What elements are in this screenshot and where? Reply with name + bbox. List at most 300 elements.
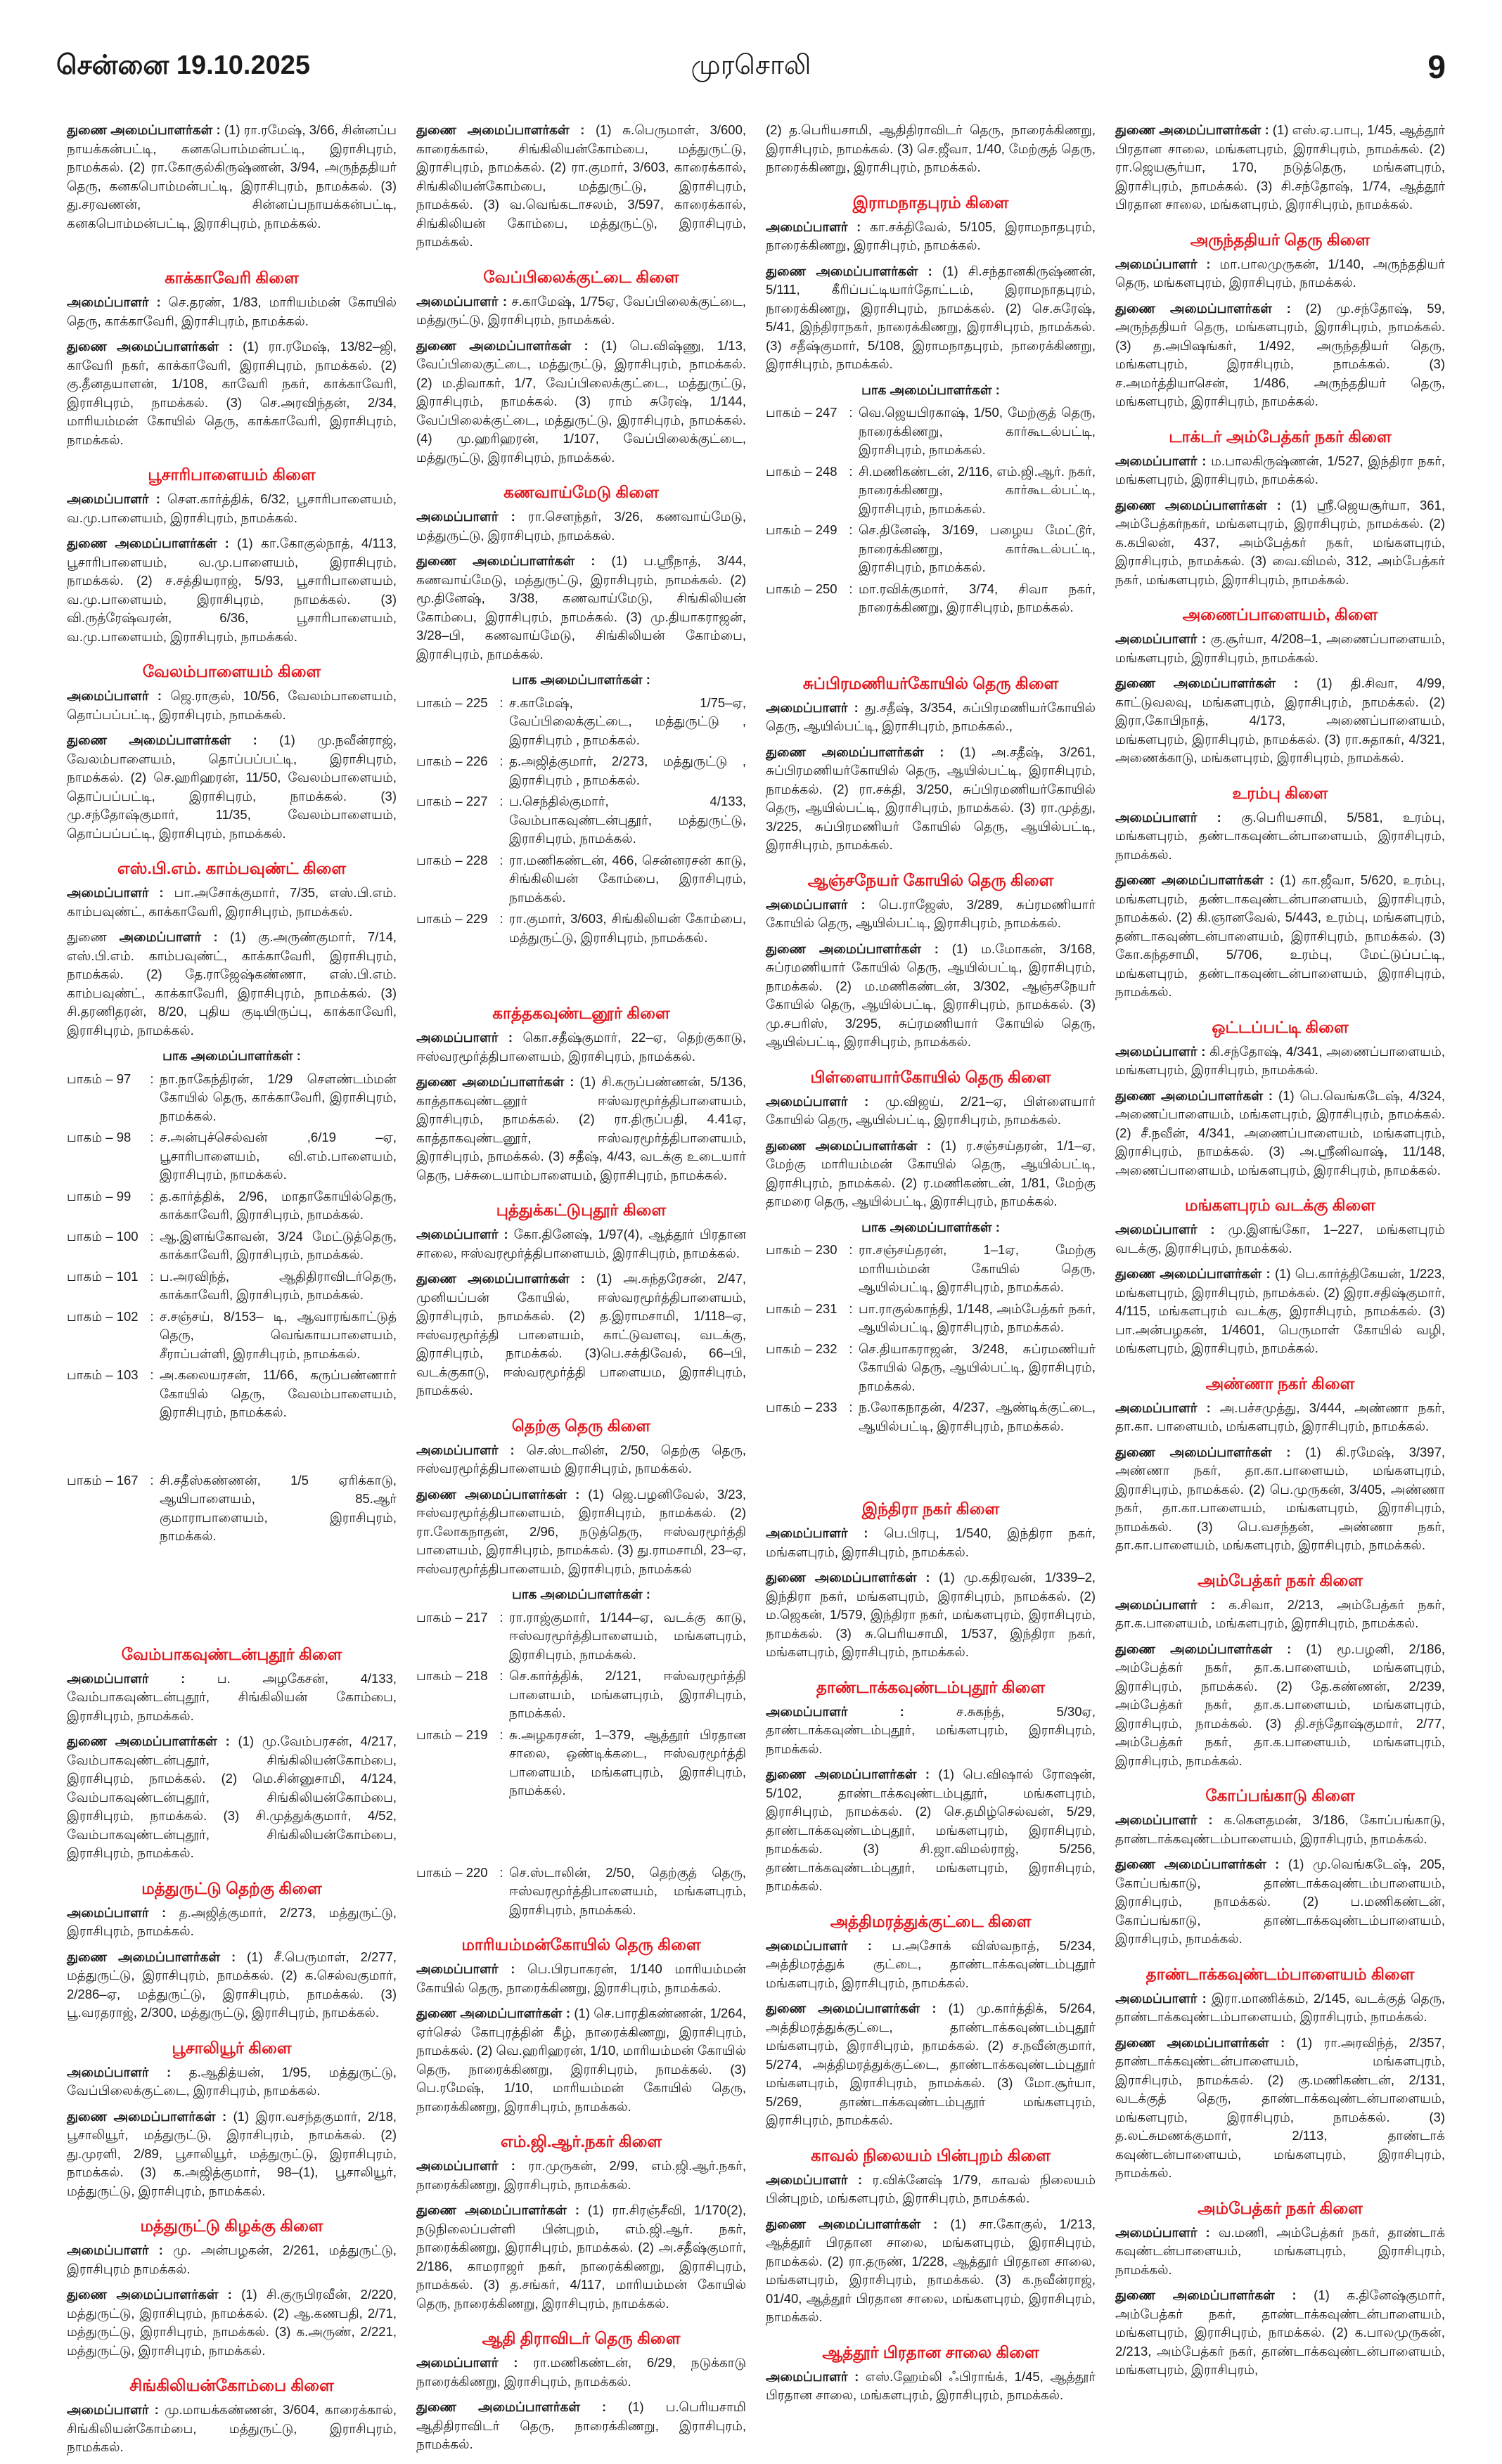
entry-text: த.அஜித்குமார், 2/273, மத்துருட்டு, இராசிபுரம், நாமக்கல். [67,1904,397,1938]
part-organiser-details: அ.கலையரசன், 11/66, கருப்பண்ணார் கோயில் தெரு, வேலம்பாளையம், இராசிபுரம், நாமக்கல். [160,1367,397,1419]
part-number-value: 249 [815,522,837,537]
separator: : [499,794,503,808]
organiser-entry [416,1225,746,1263]
organiser-label: அமைப்பாளர் : [1115,1043,1206,1059]
city-date: சென்னை 19.10.2025 [56,51,311,80]
entry-text: ம.பாலகிருஷ்ணன், 1/527, இந்திரா நகர், மங்களபுரம், இராசிபுரம், நாமக்கல். [1115,453,1446,486]
deputy-organisers-label: துணை அமைப்பாளர்கள் : [67,1734,230,1748]
deputy-label: அமைப்பாளர் : [119,929,218,944]
branch-heading: காக்காவேரி கிளை [165,269,299,287]
part-label: பாகம் – [416,1609,463,1625]
entry-text: (1) சி.குருபிரவீன், 2/220, மத்துருட்டு, இராசிபுரம், நாமக்கல். (2) ஆ.கணபதி, 2/71, மத்துருட்டு, இராசிபுரம், நாமக்கல். (3) க.அருண், 2/221, மத்துருட்டு, இராசிபுரம், நாமக்கல். [67,2287,397,2358]
part-number-value: 226 [466,754,488,768]
branch-heading: அம்பேத்கர் நகர் கிளை [1198,1570,1363,1589]
entry-text: சௌ.கார்த்திக், 6/32, பூசாரிபாளையம், வ.மு.பாளையம், இராசிபுரம், நாமக்கல். [67,491,397,525]
part-number [416,1726,494,1800]
deputy-organisers-entry [1115,1265,1445,1358]
part-number [766,580,843,617]
deputy-organisers-entry [1115,1087,1445,1180]
organiser-entry [416,2354,746,2391]
masthead [56,51,1446,93]
entry-text: (2) த.பெரியசாமி, ஆதிதிராவிடர் தெரு, நாரைக்கிணறு, இராசிபுரம், நாமக்கல். (3) செ.ஜீவா, 1/40, மேற்குத் தெரு, நாரைக்கிணறு, இராசிபுரம், நாமக்கல். [766,122,1096,174]
branch-heading: வேலம்பாளையம் கிளை [142,662,321,680]
branch-heading: வேப்பிலைக்குட்டை கிளை [483,267,679,286]
part-number [67,1366,144,1422]
organiser-entry [1115,1043,1445,1080]
separator: : [499,695,503,710]
branch-heading: ஆஞ்சநேயர் கோயில் தெரு கிளை [807,870,1054,889]
entry-text: அ.பச்சமுத்து, 3/444, அண்ணா நகர், தா.கா. பாளையம், மங்களபுரம், இராசிபுரம், நாமக்கல். [1115,1400,1446,1433]
organiser-entry [416,1028,746,1066]
organiser-entry [1115,1989,1445,2027]
column-1 [67,121,397,2464]
part-number [67,1187,144,1225]
column-3 [766,121,1096,2464]
organiser-label: அமைப்பாளர் : [1115,256,1211,271]
part-number-value: 217 [466,1609,488,1625]
deputy-organisers-entry [1115,121,1445,214]
entry-text: ரா.மணிகண்டன், 6/29, நடுக்காடு நாரைக்கிணறு, இராசிபுரம், நாமக்கல். [416,2355,746,2389]
part-label: பாகம் – [67,1071,113,1086]
part-organiser-details: ஆ.இளங்கோவன், 3/24 மேட்டுத்தெரு, காக்காவேரி, இராசிபுரம், நாமக்கல். [160,1228,397,1262]
part-number [766,1398,843,1436]
entry-text: (1) பெ.கார்த்திகேயன், 1/223, மங்களபுரம், இராசிபுரம், நாமக்கல். (2) இரா.சதிஷ்குமார், 4/115, மங்களபுரம் வடக்கு, இராசிபுரம், நாமக்கல். (3) பா.அன்பழகன், 1/4601, பெருமாள் கோயில் வழி, மங்களபுரம், இராசிபுரம், நாமக்கல். [1115,1266,1445,1355]
deputy-organisers-entry [67,1732,397,1863]
entry-text: ரா.முருகன், 2/99, எம்.ஜி.ஆர்.நகர், நாரைக்கிணறு, இராசிபுரம், நாமக்கல். [416,2158,747,2192]
deputy-organisers-label: துணை அமைப்பாளர்கள் : [1115,2034,1285,2050]
organiser-entry [67,1670,397,1726]
branch-heading: பூசாலியூர் கிளை [172,2038,292,2057]
organiser-entry [416,292,746,330]
deputy-organisers-label: துணை அமைப்பாளர்கள் : [1115,1266,1271,1281]
separator: : [849,1242,853,1257]
part-number-value: 101 [116,1268,139,1284]
entry-text: பெ.பிரபாகரன், 1/140 மாரியம்மன் கோயில் தெரு, நாரைக்கிணறு, இராசிபுரம், நாமக்கல். [416,1961,746,1995]
separator: : [849,1400,853,1414]
entry-text: (1) அ.சுந்தரேசன், 2/47, முனியப்பன் கோயில், ஈஸ்வரமூர்த்திபாளையம், இராசிபுரம், நாமக்கல். (2) த.இராமசாமி, 1/118–ஏ, ஈஸ்வரமூர்த்தி பாளையம், காட்டுவளவு, வடக்கு, இராசிபுரம், நாமக்கல். (3)பெ.சக்திவேல், 66–பி, வடக்குகாடு, ஈஸ்வரமூர்த்தி பாளையம, இராசிபுரம், நாமக்கல். [416,1271,746,1398]
separator: : [150,1071,154,1086]
branch-heading: தாண்டாக்கவுண்டம்பாளையம் கிளை [1145,1964,1415,1983]
branch-heading: டாக்டர் அம்பேத்கர் நகர் கிளை [1169,427,1392,446]
part-number-value: 220 [466,1864,488,1880]
part-organiser-row [67,1128,397,1185]
organiser-entry [1115,255,1445,292]
part-label: பாகம் – [766,1400,812,1414]
part-organiser-row [67,1070,397,1126]
entry-text: மு.இளங்கோ, 1–227, மங்களபுரம் வடக்கு, இராசிபுரம், நாமக்கல். [1115,1222,1445,1256]
separator: : [150,1472,154,1488]
entry-text: (1) அ.சதீஷ், 3/261, சுப்பிரமணியர்கோயில் தெரு, ஆயில்பட்டி, இராசிபுரம், நாமக்கல். (2) ரா.சக்தி, 3/250, சுப்பிரமணியர்கோயில் தெரு, ஆயில்பட்டி, இராசிபுரம், நாமக்கல். (3) ரா.முத்து, 3/225, சுப்பிரமணியர் கோயில் தெரு, ஆயில்பட்டி, இராசிபுரம், நாமக்கல். [766,744,1096,852]
part-label: பாகம் – [416,794,463,808]
part-number [67,1268,144,1305]
part-organiser-details: சி.மணிகண்டன், 2/116, எம்.ஜி.ஆர். நகர், நாரைக்கிணறு, கார்கூடல்பட்டி, இராசிபுரம், நாமக்கல். [859,463,1096,516]
column-4 [1115,121,1445,2464]
part-number [67,1070,144,1126]
deputy-organisers-label: துணை அமைப்பாளர்கள் : [416,1074,575,1089]
part-number-value: 98 [116,1130,131,1144]
entry-text: இரா.மாணிக்கம், 2/145, வடக்குத் தெரு, தாண்டாக்கவுண்டம்பாளையம், இராசிபுரம், நாமக்கல். [1115,1990,1445,2024]
part-organiser-row [416,851,746,908]
separator: : [150,1228,154,1244]
part-organiser-details: த.அஜித்குமார், 2/273, மத்துருட்டு , இராசிபுரம் , நாமக்கல். [509,754,746,787]
deputy-organisers-entry [416,2004,746,2116]
organiser-label: அமைப்பாளர் : [766,2172,863,2187]
deputy-organisers-entry [766,1999,1096,2130]
part-organiser-details: செ.தினேஷ், 3/169, பழைய மேட்டூர், நாரைக்கிணறு, கார்கூடல்பட்டி, இராசிபுரம், நாமக்கல். [859,522,1096,574]
entry-text: ஜெ.ராகுல், 10/56, வேலம்பாளையம், தொப்பப்பட்டி, இராசிபுரம், நாமக்கல். [67,688,397,722]
deputy-organisers-label: துணை அமைப்பாளர்கள் : [416,1271,585,1286]
deputy-organisers-label: துணை அமைப்பாளர்கள் : [416,553,596,568]
part-organiser-details: ச.காமேஷ், 1/75–ஏ, வேப்பிலைக்குட்டை, மத்துருட்டு , இராசிபுரம் , நாமக்கல். [509,695,746,747]
part-organiser-details: த.கார்த்திக், 2/96, மாதாகோயில்தெரு, காக்காவேரி, இராசிபுரம், நாமக்கல். [160,1188,397,1222]
entry-text: (2) மு.சந்தோஷ், 59, அருந்ததியர் தெரு, மங்களபுரம், இராசிபுரம், நாமக்கல். (3) த.அபிஷங்கர், 1/492, அருந்ததியர் தெரு, மங்களபுரம், இராசிபுரம், நாமக்கல். (3) ச.அமர்த்தியாசென், 1/486, அருந்ததியர் தெரு, மங்களபுரம், இராசிபுரம், நாமக்கல். [1115,300,1445,408]
organiser-label: அமைப்பாளர் : [766,1703,904,1719]
deputy-organisers-label: துணை அமைப்பாளர்கள் : [1115,497,1281,512]
entry-text: (1) ஜெ.பழனிவேல், 3/23, ஈஸ்வரமூர்த்திபாளையம், இராசிபுரம், நாமக்கல். (2) ரா.லோகநாதன், 2/96, நடுத்தெரு, ஈஸ்வரமூர்த்தி பாளையம், இராசிபுரம், நாமக்கல். (3) து.ராமசாமி, 23–ஏ, ஈஸ்வரமூர்த்திபாளையம், இராசிபுரம், நாமக்கல் [416,1486,747,1576]
deputy-organisers-label: துணை அமைப்பாளர்கள் : [766,2001,937,2015]
entry-text: செ.ஸ்டாலின், 2/50, தெற்கு தெரு, ஈஸ்வரமூர்த்திபாளையம் இராசிபுரம், நாமக்கல். [416,1442,747,1476]
organiser-entry [766,2171,1096,2208]
deputy-organisers-label: துணை அமைப்பாளர்கள் : [416,2202,580,2217]
part-organiser-details: ந.லோகநாதன், 4/237, ஆண்டிக்குட்டை, ஆயில்பட்டி, இராசிபுரம், நாமக்கல். [859,1400,1096,1433]
separator: : [499,754,503,768]
part-organisers-heading: பாக அமைப்பாளர்கள் : [861,382,1000,397]
deputy-organisers-label: துணை அமைப்பாளர்கள் : [766,744,944,759]
part-number-value: 230 [815,1242,837,1257]
entry-text: (1) ர.சஞ்சய்தரன், 1/1–ஏ, மேற்கு மாரியம்மன் கோயில் தெரு, ஆயில்பட்டி, இராசிபுரம், நாமக்கல். (2) ர.மணிகண்டன், 1/81, மேற்கு தாமரை தெரு, ஆயில்பட்டி, இராசிபுரம், நாமக்கல். [766,1137,1096,1208]
branch-heading: மத்துருட்டு கிழக்கு கிளை [140,2217,323,2235]
deputy-organisers-entry [1115,2286,1445,2380]
deputy-organisers-label: துணை அமைப்பாளர்கள் : [1115,1857,1280,1871]
entry-text: (1) மூ.பழனி, 2/186, அம்பேத்கர் நகர், தா.க.பாளையம், மங்களபுரம், இராசிபுரம், நாமக்கல். (2) தே.கண்ணன், 2/239, அம்பேத்கர் நகர், தா.க.பாளையம், மங்களபுரம், இராசிபுரம், நாமக்கல். (3) தி.சந்தோஷ்குமார், 2/77, அம்பேத்கர் நகர், தா.க.பாளையம், மங்களபுரம், இராசிபுரம், நாமக்கல். [1115,1641,1445,1768]
separator: : [849,1301,853,1316]
part-number-value: 229 [466,911,488,926]
part-number-value: 231 [815,1301,837,1316]
part-number-value: 250 [815,581,837,596]
deputy-organisers-label: துணை அமைப்பாளர்கள் : [766,1767,930,1781]
branch-heading: இந்திரா நகர் கிளை [861,1499,1000,1518]
deputy-organisers-entry [67,2285,397,2360]
branch-heading: உரம்பு கிளை [1232,783,1328,802]
separator: : [849,463,853,479]
branch-heading: பூசாரிபாளையம் கிளை [148,465,316,484]
part-organiser-details: ரா.மணிகண்டன், 466, சென்னரசன் காடு, சிங்கிலியன் கோம்பை, இராசிபுரம், நாமக்கல். [509,852,746,905]
part-organiser-details: ரா.சஞ்சய்தரன், 1–1ஏ, மேற்கு மாரியம்மன் கோயில் தெரு, ஆயில்பட்டி, இராசிபுரம், நாமக்கல். [859,1242,1096,1294]
separator: : [150,1367,154,1382]
part-label: பாகம் – [416,911,463,926]
part-label: பாகம் – [67,1268,113,1284]
entry-text: (1) சி.கருப்பண்ணன், 5/136, காத்தாகவுண்டனூர் ஈஸ்வரமூர்த்திபாளையம், இராசிபுரம், நாமக்கல். (2) ரா.திருப்பதி, 4.41ஏ, காத்தாகவுண்டனூர், ஈஸ்வரமூர்த்திபாளையம், இராசிபுரம், நாமக்கல். (3) சதீஷ், 4/43, வடக்கு உடையார் தெரு, பச்சுடையாம்பாளையம், இராசிபுரம், நாமக்கல். [416,1074,746,1182]
deputy-organisers-label: துணை அமைப்பாளர்கள் : [766,1137,932,1153]
part-number [766,1241,843,1297]
organiser-label: அமைப்பாளர் : [416,1442,515,1457]
entry-text: க.கௌதமன், 3/186, கோப்பங்காடு, தாண்டாக்கவுண்டம்பாளையம், இராசிபுரம், நாமக்கல். [1115,1812,1446,1846]
deputy-organisers-label: துணை அமைப்பாளர்கள் : [1115,2288,1297,2302]
organiser-label: அமைப்பாளர் : [416,1227,508,1241]
part-label: பாகம் – [416,1864,463,1880]
part-label: பாகம் – [766,1341,812,1356]
entry-text: (1) ம.மோகன், 3/168, சுப்ரமணியார் கோயில் தெரு, ஆயில்பட்டி, இராசிபுரம், நாமக்கல். (2) ம.மணிகண்டன், 3/302, ஆஞ்சநேயர் கோயில் தெரு, ஆயில்பட்டி, இராசிபுரம், நாமக்கல். (3) மு.சபரிஸ், 3/295, சுப்ரமணியார் கோயில் தெரு, ஆயில்பட்டி, இராசிபுரம், நாமக்கல். [766,941,1096,1049]
deputy-organisers-entry [1115,1640,1445,1771]
entry-text: (1) இரா.வசந்தகுமார், 2/18, பூசாலியூர், மத்துருட்டு, இராசிபுரம், நாமக்கல். (2) து.முரளி, 2/89, பூசாலியூர், மத்துருட்டு, இராசிபுரம், நாமக்கல். (3) க.அஜித்குமார், 98–(1), பூசாலியூர், மத்துருட்டு, இராசிபுரம், நாமக்கல். [67,2108,397,2198]
deputy-organisers-entry [766,1765,1096,1896]
part-label: பாகம் – [67,1228,113,1244]
separator: : [150,1308,154,1324]
entry-text: மு. அன்பழகன், 2/261, மத்துருட்டு, இராசிபுரம் நாமக்கல். [67,2243,397,2276]
entry-text: (1) கா.கோகுல்நாத், 4/113, பூசாரிபாளையம், வ.மு.பாளையம், இராசிபுரம், நாமக்கல். (2) ச.சத்தியராஜ், 5/93, பூசாரிபாளையம், வ.மு.பாளையம், இராசிபுரம், நாமக்கல். (3) வி.ருத்ரேஷ்வரன், 6/36, பூசாரிபாளையம், வ.மு.பாளையம், இராசிபுரம், நாமக்கல். [67,536,397,644]
branch-heading: கோப்பங்காடு கிளை [1205,1786,1355,1805]
part-label: பாகம் – [416,695,463,710]
part-number-value: 167 [116,1472,139,1488]
organiser-label: அமைப்பாளர் : [416,2158,515,2173]
deputy-organisers-label: துணை அமைப்பாளர்கள் : [1115,1444,1291,1459]
organiser-label: அமைப்பாளர் : [766,1093,869,1109]
deputy-organisers-label: துணை அமைப்பாளர்கள் : [766,941,939,956]
organiser-label: அமைப்பாளர் : [1115,1400,1211,1415]
deputy-organisers-entry [67,928,397,1040]
branch-heading: சிங்கிலியன்கோம்பை கிளை [129,2376,334,2394]
organiser-entry [67,293,397,330]
organiser-label: அமைப்பாளர் : [67,491,160,506]
organiser-label: அமைப்பாளர் : [1115,1222,1215,1237]
organiser-entry [67,2063,397,2101]
newspaper-name: முரசொலி [691,51,811,80]
part-number [766,1300,843,1337]
organiser-entry [1115,1220,1445,1258]
entry-text: த.ஆதித்யன், 1/95, மத்துருட்டு, வேப்பிலைக்குட்டை, இராசிபுரம், நாமக்கல். [67,2064,397,2098]
entry-text: (1) ரா.சிரஞ்சீவி, 1/170(2), நடுநிலைப்பள்ளி பின்புறம், எம்.ஜி.ஆர். நகர், நாரைக்கிணறு, இராசிபுரம், நாமக்கல். (2) அ.சதீஷ்குமார், 2/186, காமராஜர் நகர், நாரைக்கிணறு, இராசிபுரம், நாமக்கல். (3) த.சங்கர், 4/117, மாரியம்மன் கோயில் தெரு, நாரைக்கிணறு, இராசிபுரம், நாமக்கல். [416,2202,747,2311]
deputy-organisers-entry [1115,496,1445,590]
entry-text: (1) மு.கதிரவன், 1/339–2, இந்திரா நகர், மங்களபுரம், இராசிபுரம், நாமக்கல். (2) ம.ஜெகன், 1/579, இந்திரா நகர், மங்களபுரம், இராசிபுரம், நாமக்கல். (3) சு.பெரியசாமி, 1/537, இந்திரா நகர், மங்களபுரம், இராசிபுரம், நாமக்கல். [766,1570,1096,1659]
organiser-label: அமைப்பாளர் : [766,2368,859,2384]
deputy-organisers-entry [416,2398,746,2454]
deputy-label: துணை [67,929,108,944]
separator: : [849,405,853,420]
part-organiser-row [416,792,746,849]
part-organiser-details: ச.அன்புச்செல்வன் ,6/19 –ஏ, பூசாரிபாளையம், வி.எம்.பாளையம், இராசிபுரம், நாமக்கல். [160,1130,397,1182]
part-organiser-row [416,752,746,789]
entry-text: கு.பெரியசாமி, 5/581, உரம்பு, மங்களபுரம், தண்டாகவுண்டன்பாளையம், இராசிபுரம், நாமக்கல். [1115,809,1445,862]
deputy-organisers-entry [67,2108,397,2201]
branch-heading: புத்துக்கட்டுபுதூர் கிளை [496,1201,667,1219]
part-organisers-heading: பாக அமைப்பாளர்கள் : [512,672,650,687]
organiser-label: அமைப்பாளர் : [416,293,508,309]
separator: : [150,1188,154,1204]
part-number-value: 219 [466,1727,488,1742]
deputy-organisers-entry [67,731,397,843]
part-organiser-row [416,910,746,947]
deputy-organisers-entry [67,121,397,233]
deputy-organisers-label: துணை அமைப்பாளர்கள் : [416,2399,607,2414]
part-organiser-details: ரா.ராஜ்குமார், 1/144–ஏ, வடக்கு காடு, ஈஸ்வரமூர்த்திபாளையம், மங்களபுரம், இராசிபுரம், நாமக்கல். [509,1609,746,1662]
deputy-organisers-entry [416,337,746,467]
branch-heading: இராமநாதபுரம் கிளை [852,193,1009,212]
entry-text: (1) மு.கார்த்திக், 5/264, அத்திமரத்துக்குட்டை, தாண்டாக்கவுண்டம்புதூர் மங்களபுரம், இராசிபுரம், நாமக்கல். (2) ச.நவீன்குமார், 5/274, அத்திமரத்துக்குட்டை, தாண்டாக்கவுண்டம்புதூர் மங்களபுரம், இராசிபுரம், நாமக்கல். (3) மோ.சூர்யா, 5/269, தாண்டாக்கவுண்டம்புதூர் மங்களபுரம், இராசிபுரம், நாமக்கல். [766,2001,1096,2127]
part-organiser-row [416,1726,746,1800]
organiser-entry [67,2241,397,2278]
part-organiser-row [766,580,1096,617]
deputy-organisers-entry [416,1485,746,1579]
part-organisers-heading: பாக அமைப்பாளர்கள் : [512,1587,650,1601]
entry-text: (1) சீ.பெருமாள், 2/277, மத்துருட்டு, இராசிபுரம், நாமக்கல். (2) க.செல்வகுமார், 2/286–ஏ, மத்துருட்டு, இராசிபுரம், நாமக்கல். (3) பூ.வரதராஜ், 2/300, மத்துருட்டு, இராசிபுரம், நாமக்கல். [67,1949,397,2020]
part-label: பாகம் – [67,1308,113,1324]
branch-heading: தாண்டாக்கவுண்டம்புதூர் கிளை [816,1677,1046,1696]
part-label: பாகம் – [416,852,463,867]
separator: : [849,522,853,537]
part-number-value: 233 [815,1400,837,1414]
deputy-organisers-entry [1115,674,1445,768]
part-organiser-row [766,1340,1096,1396]
organiser-label: அமைப்பாளர் : [416,509,515,524]
entry-text: (1) கா.ஜீவா, 5/620, உரம்பு, மங்களபுரம், தண்டாகவுண்டன்பாளையம், இராசிபுரம், நாமக்கல். (2) கி.ஞானவேல், 5/443, உரம்பு, மங்களபுரம், தண்டாகவுண்டன்பாளையம், இராசிபுரம், நாமக்கல். (3) கோ.கந்தசாமி, 5/706, உரம்பு, மேட்டுப்பட்டி, மங்களபுரம், தண்டாகவுண்டன்பாளையம், இராசிபுரம், நாமக்கல். [1115,872,1445,999]
deputy-organisers-label: துணை அமைப்பாளர்கள் : [416,1486,580,1502]
branch-heading: பிள்ளையார்கோயில் தெரு கிளை [810,1067,1051,1086]
deputy-organisers-entry [766,1137,1096,1211]
separator: : [150,1130,154,1144]
part-number-value: 232 [815,1341,837,1356]
entry-text: (1) சா.கோகுல், 1/213, ஆத்தூர் பிரதான சாலை, மங்களபுரம், இராசிபுரம், நாமக்கல். (2) ரா.தருண், 1/228, ஆத்தூர் பிரதான சாலை, மங்களபுரம், இராசிபுரம், நாமக்கல். (3) க.நவீன்ராஜ், 01/40, ஆத்தூர் பிரதான சாலை, மங்களபுரம், இராசிபுரம், நாமக்கல். [766,2216,1096,2324]
organiser-entry [1115,1596,1445,1633]
part-number-value: 247 [815,405,837,420]
entry-text: (1) செ.பாரதிகண்ணன், 1/264, ஏர்செல் கோபுரத்தின் கீழ், நாரைக்கிணறு, இராசிபுரம், நாமக்கல். (2) வெ.ஹரிஹரன், 1/10, மாரியம்மன் கோயில் தெரு, நாரைக்கிணறு, இராசிபுரம், நாமக்கல். (3) பெ.ரமேஷ், 1/10, மாரியம்மன் கோயில் தெரு, நாரைக்கிணறு, இராசிபுரம், நாமக்கல். [416,2006,747,2114]
deputy-organisers-label: துணை அமைப்பாளர்கள் : [67,1949,236,1964]
entry-text: க.சிவா, 2/213, அம்பேத்கர் நகர், தா.க.பாளையம், மங்களபுரம், இராசிபுரம், நாமக்கல். [1115,1597,1446,1630]
organiser-entry [766,896,1096,933]
part-number [416,694,494,750]
part-number-value: 99 [116,1188,131,1204]
entry-text: (1) தி.சிவா, 4/99, காட்டுவலவு, மங்களபுரம், இராசிபுரம், நாமக்கல். (2) இரா,கோபிநாத், 4/173, அணைப்பாளையம், மங்களபுரம், இராசிபுரம், நாமக்கல். (3) ரா.சுதாகர், 4/321, அணைக்காடு, மங்களபுரம், இராசிபுரம், நாமக்கல். [1115,676,1446,765]
part-organiser-row [67,1366,397,1422]
branch-heading: வேம்பாகவுண்டன்புதூர் கிளை [121,1644,342,1663]
part-organiser-row [766,1300,1096,1337]
part-number-value: 228 [466,852,488,867]
part-organiser-row [67,1268,397,1305]
organiser-entry [1115,2224,1445,2280]
organiser-label: அமைப்பாளர் : [1115,1597,1215,1612]
organiser-label: அமைப்பாளர் : [1115,2224,1210,2240]
part-label: பாகம் – [766,522,812,537]
part-number-value: 218 [466,1668,488,1683]
part-organiser-details: மா.ரவிக்குமார், 3/74, சிவா நகர், நாரைக்கிணறு, இராசிபுரம், நாமக்கல். [859,581,1096,614]
part-organiser-details: செ.தியாகராஜன், 3/248, சுப்ரமணியர் கோயில் தெரு, ஆயில்பட்டி, இராசிபுரம், நாமக்கல். [859,1341,1096,1393]
entry-text: கோ.தினேஷ், 1/97(4), ஆத்தூர் பிரதான சாலை, ஈஸ்வரமூர்த்திபாளையம், இராசிபுரம், நாமக்கல். [416,1227,747,1260]
entry-text: எஸ்.ஹேம்லி ஃபிராங்க், 1/45, ஆத்தூர் பிரதான சாலை, மங்களபுரம், இராசிபுரம், நாமக்கல். [766,2368,1096,2402]
part-organiser-details: ப.செந்தில்குமார், 4/133, வேம்பாகவுண்டன்புதூர், மத்துருட்டு, இராசிபுரம், நாமக்கல். [509,794,746,846]
part-number [766,404,843,460]
continued-entry [766,121,1096,177]
part-number-value: 227 [466,794,488,808]
deputy-organisers-label: துணை அமைப்பாளர்கள் : [1115,872,1274,887]
organiser-entry [67,884,397,921]
part-organiser-details: நா.நாகேந்திரன், 1/29 சௌண்டம்மன் கோயில் தெரு, காக்காவேரி, இராசிபுரம், நாமக்கல். [160,1071,397,1123]
organiser-label: அமைப்பாளர் : [1115,1812,1213,1827]
page-number: 9 [1427,49,1446,85]
part-number-value: 248 [815,463,837,479]
separator: : [499,1668,503,1683]
deputy-organisers-entry [766,2215,1096,2327]
part-label: பாகம் – [416,1727,463,1742]
organiser-entry [67,1904,397,1941]
part-organiser-row [766,1241,1096,1297]
branch-heading: சுப்பிரமணியர்கோயில் தெரு கிளை [802,673,1059,692]
part-number [416,792,494,849]
part-organiser-row [766,404,1096,460]
organiser-label: அமைப்பாளர் : [67,2402,159,2417]
organiser-label: அமைப்பாளர் : [67,1904,167,1920]
entry-text: (1) சு.பெருமாள், 3/600, காரைக்கால், சிங்கிலியன்கோம்பை, மத்துருட்டு, இராசிபுரம், நாமக்கல். (2) ரா.குமார், 3/603, காரைக்கால், சிங்கிலியன்கோம்பை, மத்துருட்டு, இராசிபுரம், நாமக்கல். (3) வ.வெங்கடாசலம், 3/597, காரைக்கால், சிங்கிலியன் கோம்பை, மத்துருட்டு, இராசிபுரம், நாமக்கல். [416,122,747,249]
entry-text: மு.மாயக்கண்ணன், 3/604, காரைக்கால், சிங்கிலியன்கோம்பை, மத்துருட்டு, இராசிபுரம், நாமக்கல். [67,2402,397,2454]
entry-text: (1) மு.வெங்கடேஷ், 205, கோப்பங்காடு, தாண்டாக்கவுண்டம்பாளையம், இராசிபுரம், நாமக்கல். (2) ப.மணிகண்டன், கோப்பங்காடு, தாண்டாக்கவுண்டம்பாளையம், இராசிபுரம், நாமக்கல். [1115,1857,1445,1946]
part-organiser-row [416,1608,746,1665]
deputy-organisers-label: துணை அமைப்பாளர்கள் : [1115,1641,1292,1656]
branch-heading: ஆத்தூர் பிரதான சாலை கிளை [822,2342,1039,2361]
part-label: பாகம் – [766,581,812,596]
part-organiser-row [416,1667,746,1723]
part-organiser-row [67,1187,397,1225]
part-number [67,1227,144,1265]
organiser-label: அமைப்பாளர் : [1115,1990,1207,2006]
part-label: பாகம் – [766,405,812,420]
deputy-organisers-label: துணை அமைப்பாளர்கள் : [1115,122,1269,137]
part-number [416,1864,494,1920]
entry-text: ர.விக்னேஷ் 1/79, காவல் நிலையம் பின்புறம், மங்களபுரம், இராசிபுரம், நாமக்கல். [766,2172,1096,2205]
part-organiser-row [766,463,1096,519]
organiser-entry [766,1937,1096,1993]
deputy-organisers-entry [416,552,746,664]
entry-text: பா.அசோக்குமார், 7/35, எஸ்.பி.எம். காம்பவுண்ட், காக்காவேரி, இராசிபுரம், நாமக்கல். [67,885,397,919]
part-organisers-heading: பாக அமைப்பாளர்கள் : [861,1219,1000,1234]
branch-heading: மத்துருட்டு தெற்கு கிளை [141,1878,322,1897]
separator: : [499,852,503,867]
entry-text: கா.சக்திவேல், 5/105, இராமநாதபுரம், நாரைக்கிணறு, இராசிபுரம், நாமக்கல். [766,219,1096,252]
part-organiser-row [416,1864,746,1920]
deputy-organisers-label: துணை அமைப்பாளர்கள் : [67,2287,232,2302]
entry-text: து.சதீஷ், 3/354, சுப்பிரமணியர்கோயில் தெரு, ஆயில்பட்டி, இராசிபுரம், நாமக்கல்., [766,699,1096,733]
branch-heading: மங்களபுரம் வடக்கு கிளை [1184,1196,1376,1214]
part-number [416,910,494,947]
deputy-organisers-entry [1115,1443,1445,1555]
entry-text: ரா.சௌந்தர், 3/26, கணவாய்மேடு, மத்துருட்டு, இராசிபுரம், நாமக்கல். [416,509,747,543]
part-organiser-row [766,521,1096,577]
deputy-organisers-entry [1115,299,1445,411]
entry-text: (1) ரா.அரவிந்த், 2/357, தாண்டாக்கவுண்டன்பாளையம், மங்களபுரம், இராசிபுரம், நாமக்கல். (2) கு.மணிகண்டன், 2/131, வடக்குத் தெரு, தாண்டாக்கவுண்டன்பாளையம், மங்களபுரம், இராசிபுரம், நாமக்கல். (3) த.லட்சுமணக்குமார், 2/113, தாண்டாக் கவுண்டன்பாளையம், மங்களபுரம், இராசிபுரம், நாமக்கல். [1115,2034,1446,2180]
part-number [416,752,494,789]
organiser-label: அமைப்பாளர் : [766,219,861,234]
organiser-entry [766,1524,1096,1561]
deputy-organisers-label: துணை அமைப்பாளர்கள் : [67,122,221,137]
organiser-entry [416,2157,746,2194]
branch-heading: அணைப்பாளையம், கிளை [1182,605,1378,624]
part-label: பாகம் – [67,1472,113,1488]
entry-text: (1) சி.சந்தானகிருஷ்ணன், 5/111, கீரிப்பட்டியார்தோட்டம், இராமநாதபுரம், நாரைக்கிணறு, இராசிபுரம், நாமக்கல். (2) செ.சுரேஷ், 5/41, இந்திராநகர், நாரைக்கிணறு, இராசிபுரம், நாமக்கல். (3) சதீஷ்குமார், 5/108, இராமநாதபுரம், நாரைக்கிணறு, இராசிபுரம், நாமக்கல். [766,263,1096,371]
branch-heading: கணவாய்மேடு கிளை [503,483,659,501]
part-number [67,1308,144,1364]
deputy-organisers-entry [766,262,1096,374]
organiser-entry [416,508,746,545]
entry-text: (1) மு.வேம்பரசன், 4/217, வேம்பாகவுண்டன்புதூர், சிங்கிலியன்கோம்பை, இராசிபுரம், நாமக்கல். (2) மெ.சின்னுசாமி, 4/124, வேம்பாகவுண்டன்புதூர், சிங்கிலியன்கோம்பை, இராசிபுரம், நாமக்கல். (3) சி.முத்துக்குமார், 4/52, வேம்பாகவுண்டன்புதூர், சிங்கிலியன்கோம்பை, இராசிபுரம், நாமக்கல். [67,1734,397,1860]
entry-text: மா.பாலமுருகன், 1/140, அருந்ததியர் தெரு, மங்களபுரம், இராசிபுரம், நாமக்கல். [1115,256,1445,290]
branch-heading: மாரியம்மன்கோயில் தெரு கிளை [461,1935,701,1954]
organiser-label: அமைப்பாளர் : [766,896,866,912]
part-number [67,1471,144,1546]
entry-text: (1) ஸ்ரீ.ஜெயசூர்யா, 361, அம்பேத்கர்நகர், மங்களபுரம், இராசிபுரம், நாமக்கல். (2) க.கபிலன், 437, அம்பேத்கர் நகர், மங்களபுரம், இராசிபுரம், நாமக்கல். (3) வை.விமல், 312, அம்பேத்கர் நகர், மங்களபுரம், இராசிபுரம், நாமக்கல். [1115,497,1445,587]
organiser-label: அமைப்பாளர் : [67,2243,163,2257]
organiser-label: அமைப்பாளர் : [416,1961,515,1976]
organiser-entry [1115,452,1445,489]
branch-heading: அம்பேத்கர் நகர் கிளை [1198,2198,1363,2217]
organiser-label: அமைப்பாளர் : [67,2064,172,2079]
deputy-organisers-entry [67,337,397,449]
